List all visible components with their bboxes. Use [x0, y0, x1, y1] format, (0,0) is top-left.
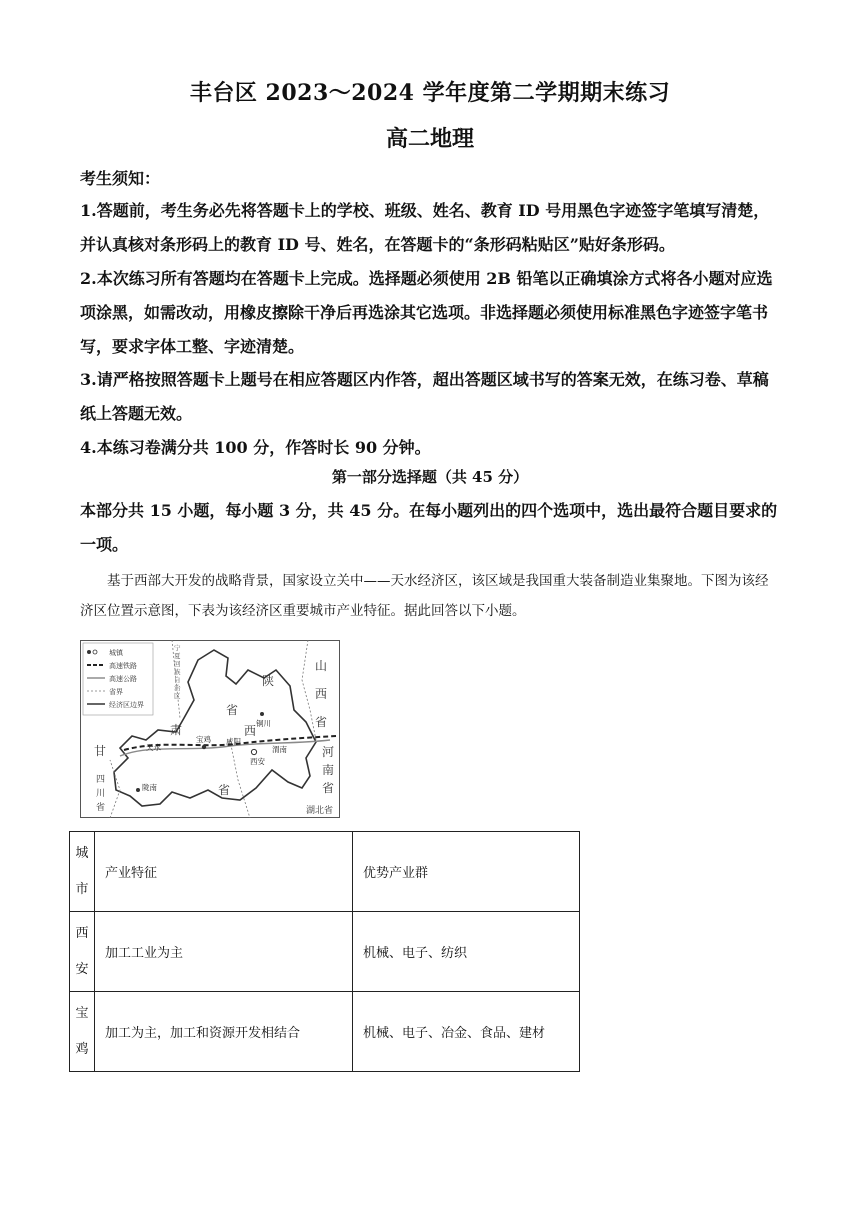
city-char-1: 宝 — [75, 1005, 89, 1021]
label-longnan: 陇南 — [142, 783, 157, 792]
notice-item-2: 2.本次练习所有答题均在答题卡上完成。选择题必须使用 2B 铅笔以正确填涂方式将各小题对应选项涂黑，如需改动，用橡皮擦除干净后再选涂其它选项。非选择题必须使用标准黑色字迹签字笔书写，要求字体工整、字迹清楚。 — [80, 269, 773, 356]
label-gansu-1: 甘 — [94, 744, 107, 758]
label-xian: 西安 — [250, 757, 265, 766]
label-shanxi-3: 省 — [315, 715, 328, 729]
label-shaanxi-1: 陕 — [262, 674, 275, 688]
industry-table — [69, 831, 580, 1072]
legend-highway: 高速公路 — [109, 675, 137, 683]
label-henan-2: 南 — [322, 763, 335, 777]
legend-hsr: 高速铁路 — [109, 662, 137, 670]
exam-title: 丰台区 2023～2024 学年度第二学期期末练习 — [189, 80, 671, 106]
city-char-2: 安 — [75, 961, 89, 977]
header-city-char-2: 市 — [75, 881, 89, 897]
label-ningxia-6: 治 — [174, 684, 181, 692]
city-tongchuan-dot — [260, 712, 264, 716]
legend-province-border: 省界 — [109, 688, 123, 696]
label-ningxia-2: 夏 — [174, 652, 181, 660]
section-intro: 本部分共 15 小题，每小题 3 分，共 45 分。在每小题列出的四个选项中，选出最符合题目要求的一项。 — [80, 501, 778, 554]
cell-feature: 加工工业为主 — [95, 912, 353, 992]
label-shaanxi-2: 西 — [244, 724, 257, 738]
label-hubei: 湖北省 — [306, 806, 334, 816]
notice-item-4: 4.本练习卷满分共 100 分，作答时长 90 分钟。 — [80, 438, 431, 457]
table-row — [70, 992, 580, 1072]
header-city — [70, 832, 95, 912]
label-tongchuan: 铜川 — [256, 719, 271, 728]
label-ningxia-4: 族 — [174, 668, 181, 676]
exam-subtitle: 高二地理 — [385, 126, 474, 152]
label-shaanxi-3: 省 — [226, 703, 239, 717]
cell-industries: 机械、电子、冶金、食品、建材 — [353, 992, 580, 1072]
map-legend — [83, 643, 153, 715]
legend-town: 城镇 — [109, 649, 123, 657]
label-ningxia-1: 宁 — [174, 644, 181, 652]
label-gansu-2: 肃 — [170, 723, 183, 737]
label-sichuan-1: 四 — [96, 775, 106, 785]
table-header-row — [70, 832, 580, 912]
notice-heading: 考生须知： — [80, 169, 161, 188]
label-sichuan-3: 省 — [96, 803, 106, 813]
label-sichuan-2: 川 — [96, 789, 106, 799]
cell-city — [70, 992, 95, 1072]
city-longnan-dot — [136, 788, 140, 792]
label-shanxi-1: 山 — [315, 659, 328, 673]
label-tianshui: 天水 — [146, 743, 161, 752]
cell-city — [70, 912, 95, 992]
table-row — [70, 912, 580, 992]
label-henan-3: 省 — [322, 781, 335, 795]
label-henan-1: 河 — [322, 745, 335, 759]
legend-zone-border: 经济区边界 — [109, 701, 144, 709]
label-ningxia-3: 回 — [174, 660, 181, 668]
label-gansu-3: 省 — [218, 783, 231, 797]
city-char-1: 西 — [75, 925, 89, 941]
header-city-char-1: 城 — [75, 845, 89, 861]
notice-item-3: 3.请严格按照答题卡上题号在相应答题区内作答，超出答题区域书写的答案无效，在练习卷、草稿纸上答题无效。 — [80, 370, 769, 423]
location-map — [80, 640, 340, 818]
question-stem: 基于西部大开发的战略背景，国家设立关中——天水经济区，该区域是我国重大装备制造业集聚地。下图为该经济区位置示意图，下表为该经济区重要城市产业特征。据此回答以下小题。 — [80, 573, 769, 619]
section-title: 第一部分选择题（共 45 分） — [331, 468, 529, 486]
city-char-2: 鸡 — [75, 1041, 89, 1057]
header-feature: 产业特征 — [95, 832, 353, 912]
label-ningxia-7: 区 — [174, 692, 181, 700]
label-weinan: 渭南 — [272, 745, 287, 754]
label-ningxia-5: 自 — [174, 676, 181, 684]
cell-feature: 加工为主，加工和资源开发相结合 — [95, 992, 353, 1072]
notice-item-1: 1.答题前，考生务必先将答题卡上的学校、班级、姓名、教育 ID 号用黑色字迹签字笔填写清楚，并认真核对条形码上的教育 ID 号、姓名，在答题卡的“条形码粘贴区”贴好条形码。 — [80, 201, 770, 254]
label-shanxi-2: 西 — [315, 687, 328, 701]
cell-industries: 机械、电子、纺织 — [353, 912, 580, 992]
label-baoji: 宝鸡 — [196, 735, 211, 744]
label-xianyang: 咸阳 — [226, 737, 241, 746]
city-baoji-dot — [202, 745, 206, 749]
header-industries: 优势产业群 — [353, 832, 580, 912]
